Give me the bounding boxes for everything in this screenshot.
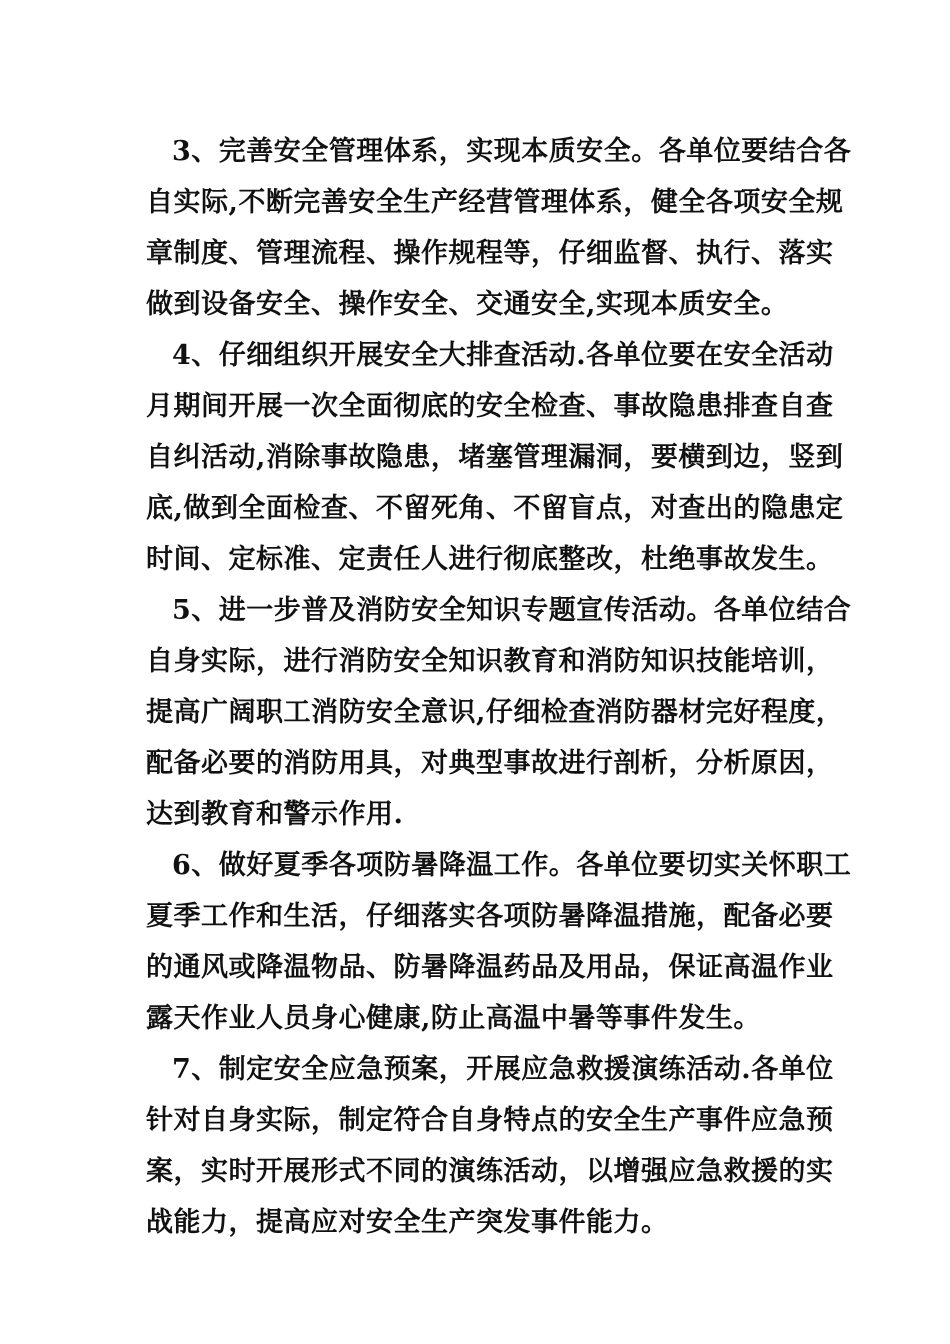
paragraph-5-line-5: 达到教育和警示作用. — [146, 799, 404, 830]
paragraph-7-line-3: 案，实时开展形式不同的演练活动，以增强应急救援的实 — [146, 1156, 834, 1187]
paragraph-3-line-4: 做到设备安全、操作安全、交通安全,实现本质安全。 — [146, 289, 789, 320]
paragraph-6-line-2: 夏季工作和生活，仔细落实各项防暑降温措施，配备必要 — [146, 901, 834, 932]
paragraph-3-line-2: 自实际,不断完善安全生产经营管理体系，健全各项安全规 — [146, 187, 844, 218]
document-body — [146, 126, 852, 1248]
paragraph-4-line-1: 4、仔细组织开展安全大排查活动.各单位要在安全活动 — [172, 340, 834, 371]
paragraph-6-line-3: 的通风或降温物品、防暑降温药品及用品，保证高温作业 — [146, 952, 834, 983]
paragraph-5-line-2: 自身实际，进行消防安全知识教育和消防知识技能培训， — [146, 646, 834, 677]
paragraph-3-line-1: 3、完善安全管理体系，实现本质安全。各单位要结合各 — [172, 136, 852, 167]
paragraph-7-line-1: 7、制定安全应急预案，开展应急救援演练活动.各单位 — [172, 1054, 834, 1085]
paragraph-6-line-1: 6、做好夏季各项防暑降温工作。各单位要切实关怀职工 — [172, 850, 852, 881]
paragraph-4-line-4: 底,做到全面检查、不留死角、不留盲点，对查出的隐患定 — [146, 493, 844, 524]
paragraph-7-line-2: 针对自身实际，制定符合自身特点的安全生产事件应急预 — [146, 1105, 834, 1136]
paragraph-4-line-3: 自纠活动,消除事故隐患，堵塞管理漏洞，要横到边，竖到 — [146, 442, 844, 473]
paragraph-5-line-4: 配备必要的消防用具，对典型事故进行剖析，分析原因， — [146, 748, 834, 779]
paragraph-5-line-3: 提高广阔职工消防安全意识,仔细检查消防器材完好程度， — [146, 697, 844, 728]
paragraph-4-line-2: 月期间开展一次全面彻底的安全检查、事故隐患排查自查 — [146, 391, 834, 422]
paragraph-3-line-3: 章制度、管理流程、操作规程等，仔细监督、执行、落实 — [146, 238, 834, 269]
paragraph-6-line-4: 露天作业人员身心健康,防止高温中暑等事件发生。 — [146, 1003, 761, 1034]
paragraph-5-line-1: 5、进一步普及消防安全知识专题宣传活动。各单位结合 — [172, 595, 852, 626]
paragraph-7-line-4: 战能力，提高应对安全生产突发事件能力。 — [146, 1207, 669, 1238]
paragraph-4-line-5: 时间、定标准、定责任人进行彻底整改，杜绝事故发生。 — [146, 544, 834, 575]
